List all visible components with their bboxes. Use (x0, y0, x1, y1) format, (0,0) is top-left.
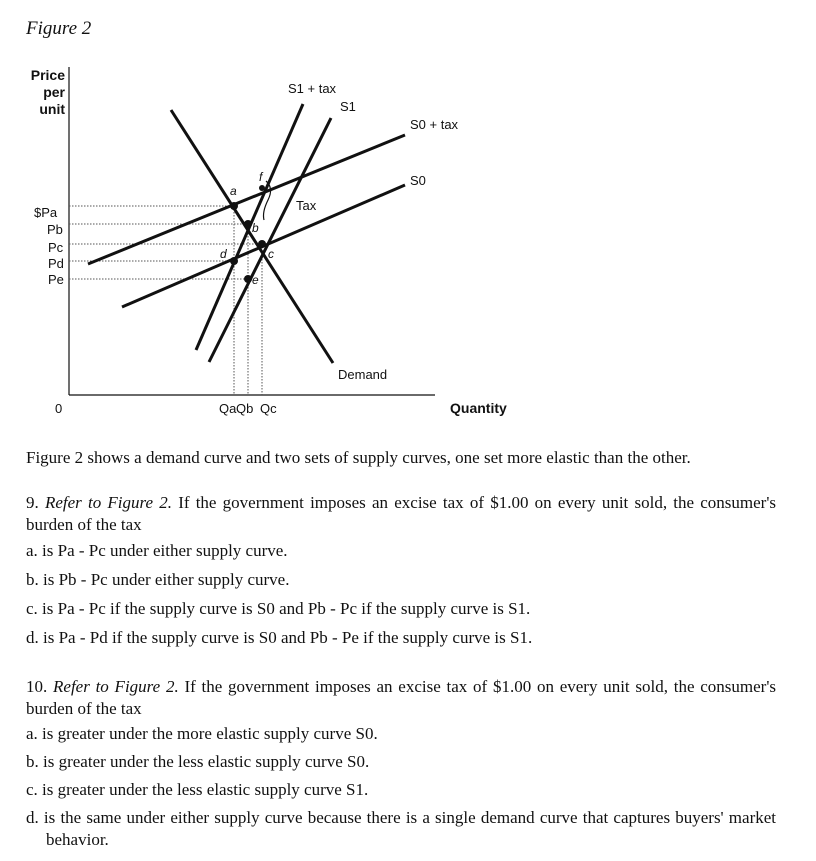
supply-s0-tax-curve (88, 135, 405, 264)
point-e (244, 275, 252, 283)
point-d (230, 257, 238, 265)
quantity-label-qa: Qa (219, 401, 237, 416)
tax-label: Tax (296, 198, 317, 213)
question-9-option-c: c. is Pa - Pc if the supply curve is S0 and Pb - Pc if the supply curve is S1. (26, 599, 531, 618)
point-f (259, 185, 265, 191)
point-label-f: f (259, 170, 263, 184)
y-axis-label-line1: Price (30, 67, 65, 83)
y-axis-label-line2: per (43, 84, 65, 100)
demand-curve (171, 110, 333, 363)
demand-label: Demand (338, 367, 388, 382)
point-a (230, 202, 238, 210)
question-10 (26, 676, 776, 851)
question-9 (26, 492, 776, 652)
question-10-option-b: b. is greater under the less elastic supply curve S0. (26, 752, 370, 771)
question-9-option-d: d. is Pa - Pd if the supply curve is S0 and Pb - Pe if the supply curve is S1. (26, 628, 533, 647)
price-label-pc: Pc (48, 240, 64, 255)
point-label-d: d (220, 247, 227, 261)
s1-label: S1 (340, 99, 356, 114)
y-axis-label-line3: unit (39, 101, 65, 117)
price-label-pb: Pb (47, 222, 63, 237)
price-label-pa: $Pa (34, 205, 58, 220)
point-label-c: c (268, 247, 274, 261)
quantity-label-qc: Qc (260, 401, 277, 416)
question-10-option-a: a. is greater under the more elastic supply curve S0. (26, 724, 378, 743)
question-10-number: 10. (26, 677, 48, 696)
x-axis-label: Quantity (450, 400, 507, 416)
question-10-stem (26, 676, 776, 720)
question-10-text: If the government imposes an excise tax of $1.00 on every unit sold, the consumer's burden of the tax (26, 677, 777, 718)
question-9-option-b: b. is Pb - Pc under either supply curve. (26, 570, 290, 589)
supply-s1-curve (209, 118, 331, 362)
quantity-label-qb: Qb (236, 401, 254, 416)
question-10-ref: Refer to Figure 2. (53, 677, 179, 696)
question-9-ref: Refer to Figure 2. (44, 493, 172, 512)
question-9-option-a: a. is Pa - Pc under either supply curve. (26, 541, 288, 560)
point-label-b: b (252, 221, 259, 235)
question-10-option-c: c. is greater under the less elastic supply curve S1. (26, 780, 369, 799)
point-b (244, 220, 252, 228)
point-c (258, 240, 266, 248)
figure-title: Figure 2 (26, 18, 92, 39)
point-label-a: a (230, 184, 237, 198)
s0-tax-label: S0 + tax (410, 117, 459, 132)
question-10-option-d: d. is the same under either supply curve because there is a single demand curve that captures buyers' market behavior. (26, 808, 776, 849)
origin-label: 0 (55, 401, 63, 416)
s1-tax-label: S1 + tax (288, 81, 337, 96)
question-9-stem (26, 492, 776, 536)
point-label-e: e (252, 273, 259, 287)
s0-label: S0 (410, 173, 426, 188)
question-9-text: If the government imposes an excise tax of $1.00 on every unit sold, the consumer's burden of the tax (26, 493, 776, 534)
question-9-number: 9. (26, 493, 39, 512)
price-label-pe: Pe (48, 272, 64, 287)
figure-caption: Figure 2 shows a demand curve and two sets of supply curves, one set more elastic than the other. (26, 448, 691, 467)
price-label-pd: Pd (48, 256, 64, 271)
